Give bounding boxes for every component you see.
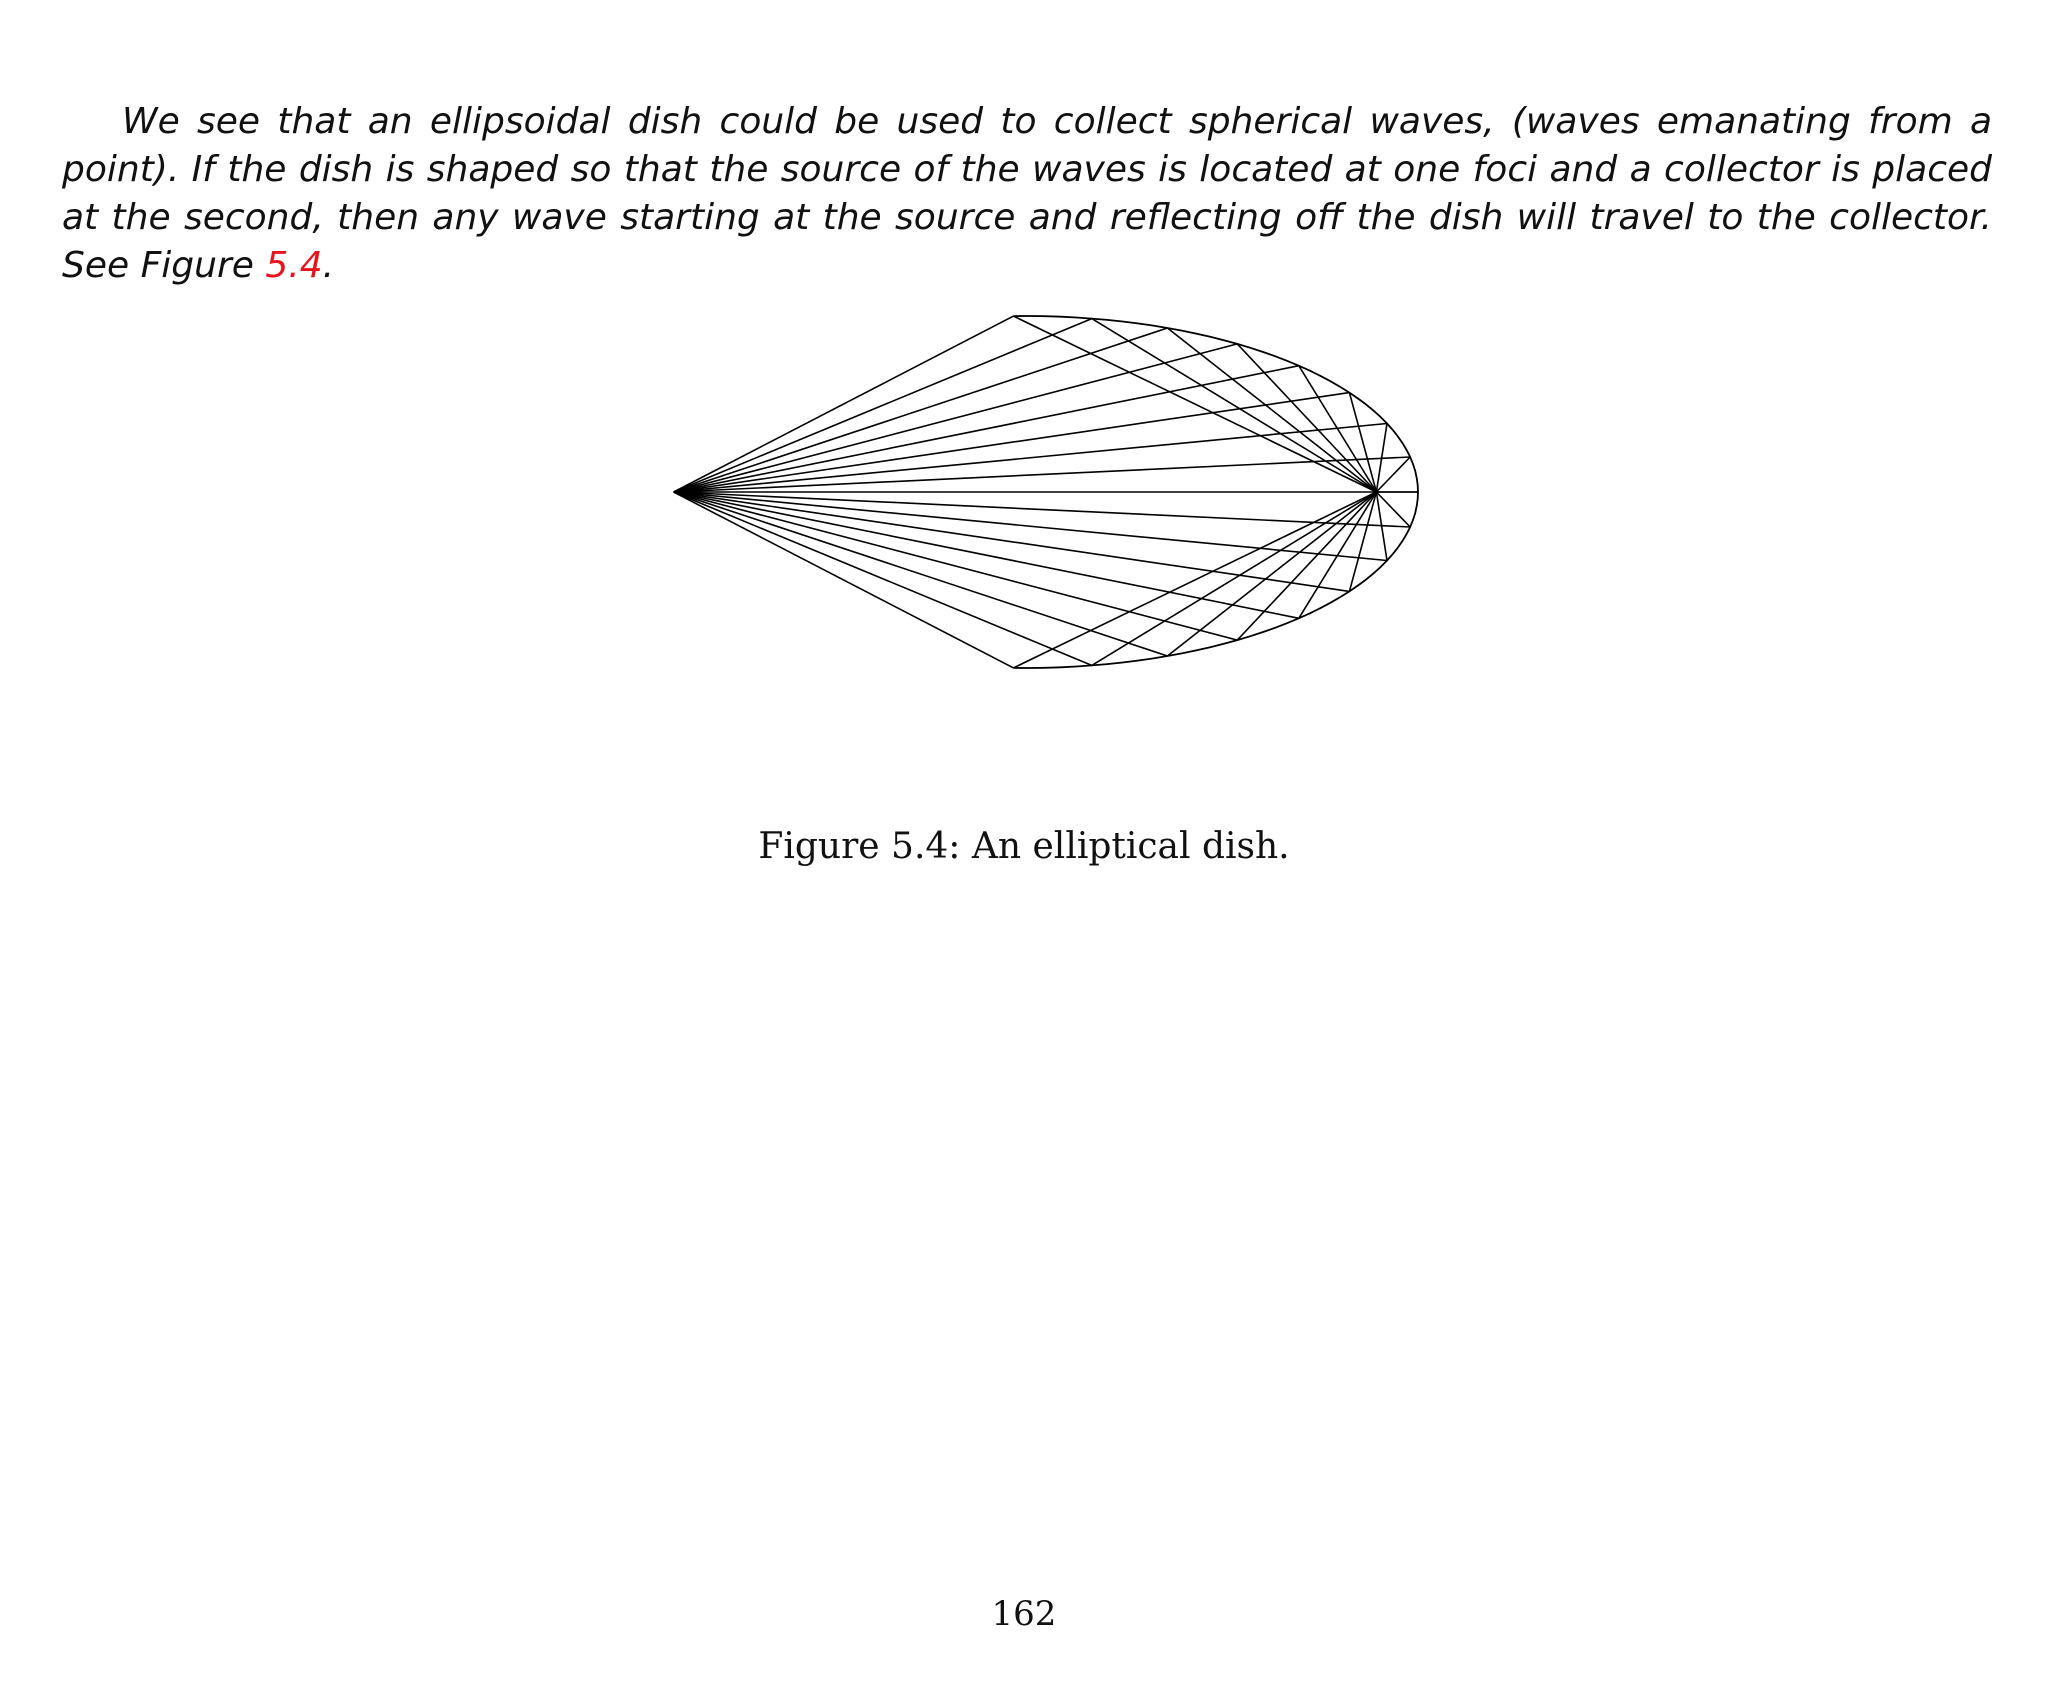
incident-ray: [674, 492, 1387, 561]
incident-ray: [674, 316, 1014, 492]
incident-ray: [674, 319, 1092, 492]
figure-reference-link[interactable]: 5.4: [265, 245, 323, 286]
paragraph-end: .: [322, 245, 335, 286]
figure-caption: Figure 5.4: An elliptical dish.: [758, 826, 1290, 867]
incident-ray: [674, 492, 1168, 656]
incident-ray: [674, 492, 1350, 591]
incident-ray: [674, 328, 1168, 492]
incident-ray: [674, 366, 1299, 492]
elliptical-dish-figure: [0, 300, 2048, 700]
ray-group: [674, 316, 1418, 668]
incident-ray: [674, 492, 1092, 665]
page-number: 162: [991, 1594, 1057, 1634]
incident-ray: [674, 393, 1350, 492]
paragraph-text: We see that an ellipsoidal dish could be used to collect spherical waves, (waves emanating from a point). If the dish is shaped so that the source of the waves is located at one foci and a collector is placed at the second, then any wave starting at the source and reflecting off the dish will travel to the collector. See Figure: [62, 101, 1992, 286]
incident-ray: [674, 492, 1299, 618]
incident-ray: [674, 492, 1014, 668]
body-paragraph: [62, 98, 1992, 290]
